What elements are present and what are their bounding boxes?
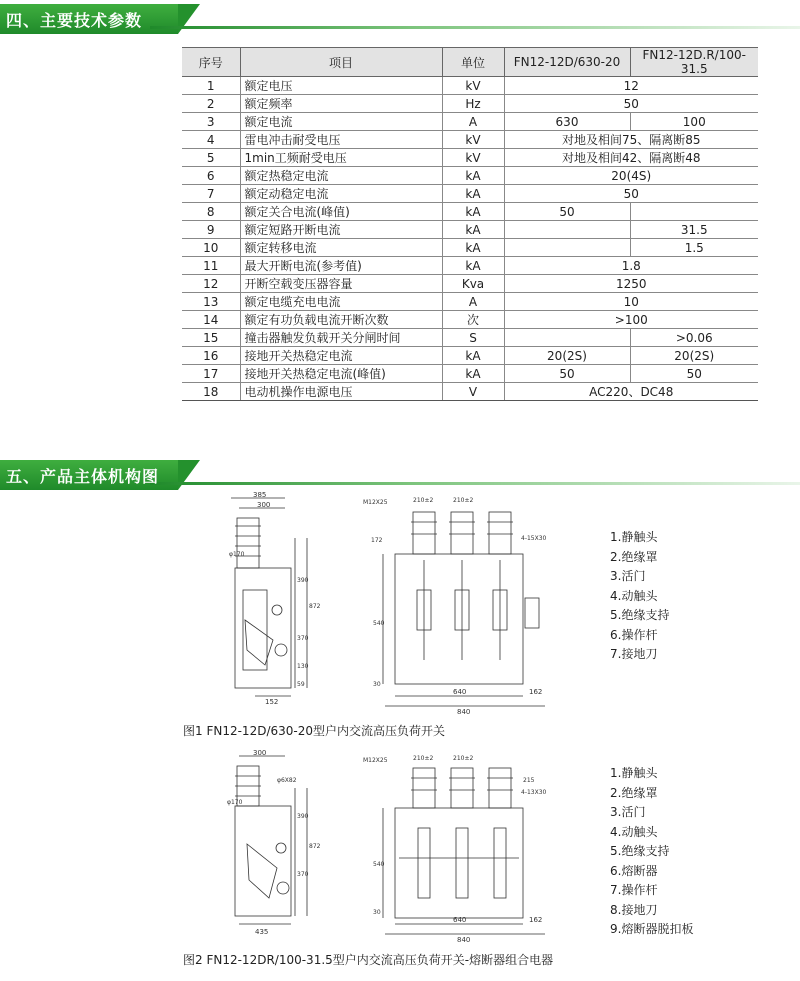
- table-row: [182, 149, 758, 167]
- legend-item: 7.接地刀: [610, 647, 658, 661]
- row-value-model-a: 630: [504, 113, 630, 131]
- row-number: 1: [182, 77, 240, 95]
- row-item: 额定电流: [240, 113, 442, 131]
- row-unit: kV: [442, 77, 504, 95]
- row-value-merged: 50: [504, 95, 758, 113]
- legend-item: 7.操作杆: [610, 883, 658, 897]
- section-title-specs: 四、主要技术参数: [6, 11, 143, 30]
- dim-435: 435: [255, 928, 269, 936]
- table-row: [182, 347, 758, 365]
- dim-370: 370: [297, 871, 309, 878]
- dim-hole: φ6X82: [277, 777, 297, 784]
- dim-152: 152: [265, 698, 279, 706]
- row-unit: 次: [442, 311, 504, 329]
- dim-640: 640: [453, 916, 467, 924]
- row-value-merged: 12: [504, 77, 758, 95]
- dim-210b: 210±2: [453, 497, 474, 504]
- row-unit: V: [442, 383, 504, 401]
- row-unit: A: [442, 293, 504, 311]
- figure1-legend: [610, 528, 669, 665]
- row-item: 撞击器触发负载开关分闸时间: [240, 329, 442, 347]
- dim-162: 162: [529, 916, 543, 924]
- legend-item: 2.绝缘罩: [610, 549, 658, 564]
- row-unit: kV: [442, 149, 504, 167]
- row-unit: A: [442, 113, 504, 131]
- dim-210b: 210±2: [453, 755, 474, 762]
- row-unit: Hz: [442, 95, 504, 113]
- legend-item: 6.熔断器: [610, 863, 658, 878]
- table-header-row: [182, 48, 758, 77]
- table-row: [182, 131, 758, 149]
- row-number: 14: [182, 311, 240, 329]
- row-item: 额定转移电流: [240, 239, 442, 257]
- dim-130: 130: [297, 663, 309, 670]
- row-item: 额定电压: [240, 77, 442, 95]
- row-value-merged: 对地及相间75、隔离断85: [504, 131, 758, 149]
- row-item: 最大开断电流(参考值): [240, 257, 442, 275]
- row-value-merged: AC220、DC48: [504, 383, 758, 401]
- col-header-item: 项目: [240, 48, 442, 77]
- row-value-model-b: >0.06: [630, 329, 758, 347]
- row-value-merged: 对地及相间42、隔离断48: [504, 149, 758, 167]
- row-value-model-b: 100: [630, 113, 758, 131]
- figure1-side-view: [229, 491, 321, 706]
- table-row: [182, 185, 758, 203]
- legend-item: 5.绝缘支持: [610, 608, 670, 622]
- col-header-model-b: FN12-12D.R/100-31.5: [630, 48, 758, 77]
- dim-m12: M12X25: [363, 499, 388, 506]
- row-number: 18: [182, 383, 240, 401]
- row-item: 接地开关热稳定电流: [240, 347, 442, 365]
- row-value-model-a: [504, 221, 630, 239]
- section-header-structure: [0, 460, 800, 490]
- figure1-front-view: [363, 497, 547, 715]
- row-item: 雷电冲击耐受电压: [240, 131, 442, 149]
- figure2-front-view: [363, 755, 547, 943]
- row-unit: kA: [442, 365, 504, 383]
- legend-item: 2.绝缘罩: [610, 785, 658, 800]
- row-number: 12: [182, 275, 240, 293]
- row-number: 2: [182, 95, 240, 113]
- row-number: 13: [182, 293, 240, 311]
- row-unit: kA: [442, 221, 504, 239]
- dim-370: 370: [297, 635, 309, 642]
- row-item: 额定关合电流(峰值): [240, 203, 442, 221]
- dim-30: 30: [373, 681, 381, 688]
- legend-item: 1.静触头: [610, 530, 658, 544]
- legend-item: 9.熔断器脱扣板: [610, 922, 694, 936]
- dim-172: 172: [371, 537, 383, 544]
- row-number: 15: [182, 329, 240, 347]
- figure1-caption: 图1 FN12-12D/630-20型户内交流高压负荷开关: [183, 724, 445, 738]
- row-value-model-a: [504, 239, 630, 257]
- row-value-model-a: 50: [504, 365, 630, 383]
- legend-item: 4.动触头: [610, 824, 658, 839]
- dim-d170: φ170: [227, 799, 243, 806]
- dim-300: 300: [253, 749, 267, 757]
- dim-slot: 4-15X30: [521, 535, 547, 542]
- dim-30: 30: [373, 909, 381, 916]
- row-unit: kA: [442, 347, 504, 365]
- dim-215: 215: [523, 777, 535, 784]
- figure2-legend: [610, 764, 693, 940]
- row-number: 7: [182, 185, 240, 203]
- row-unit: S: [442, 329, 504, 347]
- row-number: 10: [182, 239, 240, 257]
- table-row: [182, 77, 758, 95]
- legend-item: 4.动触头: [610, 588, 658, 603]
- row-number: 5: [182, 149, 240, 167]
- table-row: [182, 293, 758, 311]
- dim-540: 540: [373, 620, 385, 627]
- row-value-merged: 1250: [504, 275, 758, 293]
- row-item: 开断空载变压器容量: [240, 275, 442, 293]
- table-row: [182, 167, 758, 185]
- row-item: 额定动稳定电流: [240, 185, 442, 203]
- dim-840: 840: [457, 936, 471, 943]
- row-value-merged: 10: [504, 293, 758, 311]
- dim-872: 872: [309, 843, 321, 850]
- legend-item: 5.绝缘支持: [610, 844, 670, 858]
- dim-540: 540: [373, 861, 385, 868]
- figure2-drawing: [195, 748, 565, 943]
- table-row: [182, 275, 758, 293]
- spec-table: [182, 47, 758, 401]
- row-value-model-b: [630, 203, 758, 221]
- row-number: 8: [182, 203, 240, 221]
- row-value-merged: >100: [504, 311, 758, 329]
- row-item: 1min工频耐受电压: [240, 149, 442, 167]
- row-value-merged: 1.8: [504, 257, 758, 275]
- dim-d170: φ170: [229, 551, 245, 558]
- table-row: [182, 365, 758, 383]
- figure2-caption: 图2 FN12-12DR/100-31.5型户内交流高压负荷开关-熔断器组合电器: [183, 953, 554, 967]
- row-number: 9: [182, 221, 240, 239]
- row-value-merged: 50: [504, 185, 758, 203]
- dim-210a: 210±2: [413, 755, 434, 762]
- dim-872: 872: [309, 603, 321, 610]
- table-row: [182, 239, 758, 257]
- dim-162: 162: [529, 688, 543, 696]
- row-unit: Kva: [442, 275, 504, 293]
- row-item: 额定有功负载电流开断次数: [240, 311, 442, 329]
- row-value-model-a: 20(2S): [504, 347, 630, 365]
- legend-item: 8.接地刀: [610, 902, 658, 917]
- dim-210a: 210±2: [413, 497, 434, 504]
- row-unit: kA: [442, 185, 504, 203]
- legend-item: 3.活门: [610, 569, 646, 583]
- legend-item: 6.操作杆: [610, 627, 658, 642]
- row-item: 额定频率: [240, 95, 442, 113]
- row-value-model-b: 1.5: [630, 239, 758, 257]
- dim-59: 59: [297, 681, 305, 688]
- dim-390: 390: [297, 813, 309, 820]
- row-unit: kA: [442, 239, 504, 257]
- dim-640: 640: [453, 688, 467, 696]
- dim-300: 300: [257, 501, 271, 509]
- row-value-model-b: 31.5: [630, 221, 758, 239]
- row-number: 16: [182, 347, 240, 365]
- row-number: 17: [182, 365, 240, 383]
- row-value-merged: 20(4S): [504, 167, 758, 185]
- col-header-unit: 单位: [442, 48, 504, 77]
- row-value-model-b: 50: [630, 365, 758, 383]
- row-unit: kA: [442, 167, 504, 185]
- section-title-structure: 五、产品主体机构图: [6, 467, 160, 486]
- table-row: [182, 113, 758, 131]
- legend-item: 1.静触头: [610, 766, 658, 780]
- row-item: 额定短路开断电流: [240, 221, 442, 239]
- col-header-model-a: FN12-12D/630-20: [504, 48, 630, 77]
- figure1-drawing: [195, 490, 565, 715]
- table-row: [182, 257, 758, 275]
- legend-item: 3.活门: [610, 805, 646, 819]
- table-row: [182, 95, 758, 113]
- table-row: [182, 203, 758, 221]
- row-number: 3: [182, 113, 240, 131]
- row-number: 6: [182, 167, 240, 185]
- table-row: [182, 329, 758, 347]
- section-header-specs: [0, 4, 800, 34]
- dim-385: 385: [253, 491, 267, 499]
- figure2-side-view: [227, 749, 321, 936]
- table-row: [182, 311, 758, 329]
- row-item: 额定电缆充电电流: [240, 293, 442, 311]
- row-value-model-a: 50: [504, 203, 630, 221]
- table-row: [182, 383, 758, 401]
- row-value-model-b: 20(2S): [630, 347, 758, 365]
- dim-840: 840: [457, 708, 471, 715]
- row-number: 4: [182, 131, 240, 149]
- row-number: 11: [182, 257, 240, 275]
- dim-390: 390: [297, 577, 309, 584]
- row-value-model-a: [504, 329, 630, 347]
- table-row: [182, 221, 758, 239]
- col-header-no: 序号: [182, 48, 240, 77]
- row-unit: kA: [442, 203, 504, 221]
- dim-slot: 4-13X30: [521, 789, 547, 796]
- row-unit: kA: [442, 257, 504, 275]
- row-unit: kV: [442, 131, 504, 149]
- dim-m12: M12X25: [363, 757, 388, 764]
- row-item: 接地开关热稳定电流(峰值): [240, 365, 442, 383]
- row-item: 额定热稳定电流: [240, 167, 442, 185]
- row-item: 电动机操作电源电压: [240, 383, 442, 401]
